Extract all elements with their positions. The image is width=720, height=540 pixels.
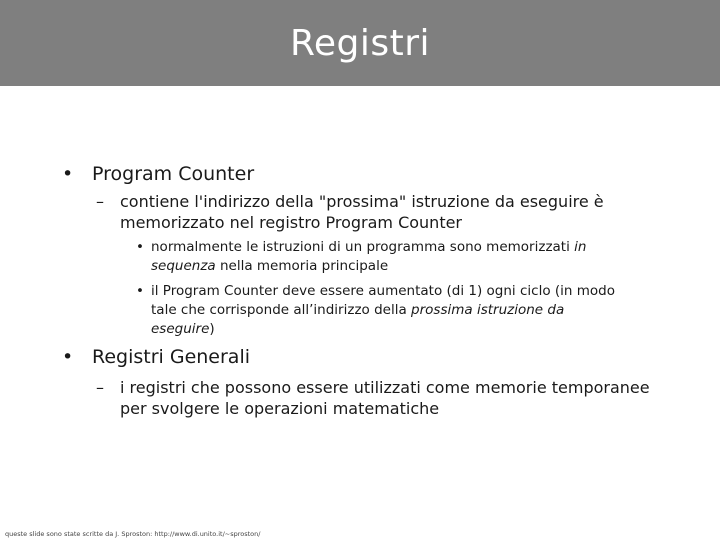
text-run: tale che corrisponde all’indirizzo della [151, 302, 412, 318]
footer-credit: queste slide sono state scritte da J. Sproston: http://www.di.unito.it/~sproston/ [5, 530, 261, 538]
italic-run: prossima istruzione da [411, 302, 565, 318]
bullet-program-counter [62, 162, 254, 186]
italic-run: sequenza [151, 258, 216, 274]
bullet-marker: • [62, 346, 74, 368]
dash-marker: – [96, 378, 104, 397]
bullet-text: Registri Generali [92, 346, 251, 368]
text-run: nella memoria principale [215, 258, 389, 274]
bullet-marker: • [136, 283, 144, 299]
text-run: il Program Counter deve essere aumentato (di 1) ogni ciclo (in modo [151, 283, 615, 299]
subbullet-i-registri [96, 377, 650, 419]
bullet-marker: • [136, 239, 144, 255]
line: contiene l'indirizzo della "prossima" istruzione da eseguire è [120, 192, 604, 211]
italic-run: in [574, 239, 587, 255]
point-normalmente [136, 238, 586, 276]
point-text [151, 282, 615, 339]
line: i registri che possono essere utilizzati come memorie temporanee [120, 378, 650, 397]
slide-title: Registri [289, 22, 431, 64]
italic-run: eseguire [151, 321, 210, 337]
bullet-registri-generali [62, 345, 250, 369]
subbullet-text [120, 191, 604, 233]
text-run: ) [209, 321, 215, 337]
line: per svolgere le operazioni matematiche [120, 399, 440, 418]
point-text [151, 238, 586, 276]
subbullet-contiene [96, 191, 604, 233]
text-run: normalmente le istruzioni di un programma sono memorizzati [151, 239, 575, 255]
bullet-marker: • [62, 163, 74, 185]
subbullet-text [120, 377, 650, 419]
point-il-program-counter [136, 282, 615, 339]
line: memorizzato nel registro Program Counter [120, 213, 463, 232]
bullet-text: Program Counter [92, 163, 255, 185]
dash-marker: – [96, 192, 104, 211]
